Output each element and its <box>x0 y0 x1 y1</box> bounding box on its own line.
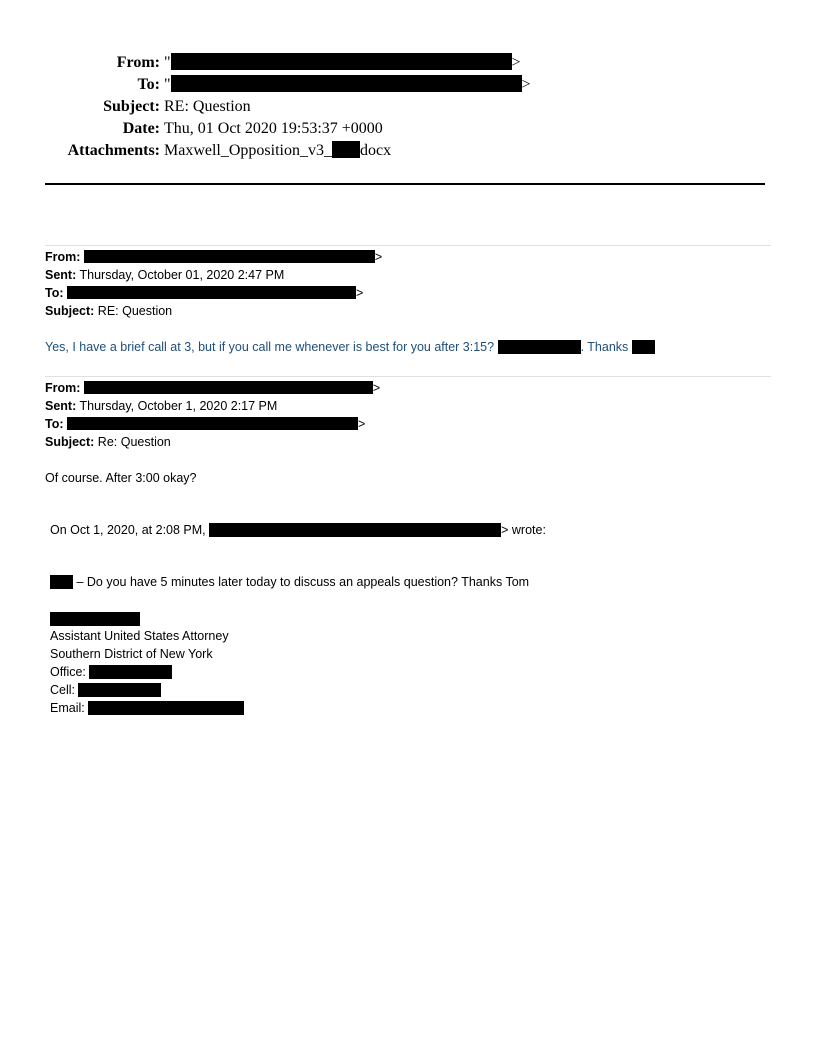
redaction <box>84 250 375 263</box>
email2-to-suffix: > <box>358 417 366 431</box>
quote-intro-wrote: > wrote: <box>501 523 546 537</box>
signature-email-label: Email: <box>50 701 89 715</box>
redaction <box>171 75 522 92</box>
redaction <box>50 575 73 589</box>
header-attachments-label: Attachments: <box>67 142 160 159</box>
signature-cell <box>50 681 161 699</box>
email1-from-label: From: <box>45 250 81 264</box>
quoted-message <box>50 573 529 591</box>
header-date-row <box>0 118 816 140</box>
signature-title: Assistant United States Attorney <box>50 629 229 643</box>
email1-body-thanks: . Thanks <box>580 340 632 354</box>
header-subject-value: RE: Question <box>164 98 251 115</box>
header-subject-row <box>0 96 816 118</box>
email1-to-label: To: <box>45 286 64 300</box>
header-from-row <box>0 52 816 74</box>
email1-sent-label: Sent: <box>45 268 77 282</box>
signature-cell-label: Cell: <box>50 683 79 697</box>
quote-intro-text: On Oct 1, 2020, at 2:08 PM, <box>50 523 210 537</box>
email1-subject-label: Subject: <box>45 304 95 318</box>
header-to-quote: " <box>164 76 171 93</box>
email1-sent-value: Thursday, October 01, 2020 2:47 PM <box>79 268 285 282</box>
header-subject-label: Subject: <box>103 98 160 115</box>
email2-subject-row <box>45 433 380 451</box>
email2-to-row <box>45 415 380 433</box>
quote-intro <box>50 521 546 539</box>
header-attachments-row <box>0 140 816 162</box>
redaction <box>498 340 581 354</box>
email2-headers <box>45 379 380 451</box>
email2-sent-label: Sent: <box>45 399 77 413</box>
redaction <box>332 141 360 158</box>
redaction <box>88 701 244 715</box>
email1-subject-row <box>45 302 382 320</box>
email1-to-row <box>45 284 382 302</box>
email1-from-suffix: > <box>374 250 383 264</box>
email1-body <box>45 338 655 356</box>
email2-sent-value: Thursday, October 1, 2020 2:17 PM <box>79 399 278 413</box>
header-to-label: To: <box>137 76 160 93</box>
signature-office-label: Office: <box>50 665 90 679</box>
email2-from-suffix: > <box>372 381 381 395</box>
message-separator <box>45 376 771 377</box>
header-from-value <box>164 52 521 74</box>
header-from-label: From: <box>116 54 160 71</box>
header-date-label: Date: <box>122 120 160 137</box>
email1-sent-row <box>45 266 382 284</box>
redaction <box>50 612 140 626</box>
email2-sent-row <box>45 397 380 415</box>
redaction <box>89 665 172 679</box>
email1-body-text: Yes, I have a brief call at 3, but if you call me whenever is best for you after 3:15? <box>45 340 498 354</box>
redaction <box>67 417 358 430</box>
header-date-value: Thu, 01 Oct 2020 19:53:37 +0000 <box>164 120 383 137</box>
email1-subject-value: RE: Question <box>97 304 173 318</box>
email2-subject-value: Re: Question <box>97 435 171 449</box>
attachment-name-start: Maxwell_Opposition_v3_ <box>164 142 332 159</box>
redaction <box>84 381 373 394</box>
email1-from-row <box>45 248 382 266</box>
redaction <box>171 53 512 70</box>
message-separator <box>45 245 771 246</box>
signature-district: Southern District of New York <box>50 647 213 661</box>
redaction <box>78 683 161 697</box>
redaction <box>67 286 356 299</box>
email1-to-suffix: > <box>356 286 364 300</box>
attachment-filename[interactable] <box>164 140 391 162</box>
quoted-message-text: – Do you have 5 minutes later today to discuss an appeals question? Thanks Tom <box>73 575 530 589</box>
email2-subject-label: Subject: <box>45 435 95 449</box>
signature-name <box>50 610 140 628</box>
header-divider <box>45 183 765 185</box>
email1-headers <box>45 248 382 320</box>
redaction <box>209 523 501 537</box>
signature-email <box>50 699 244 717</box>
header-from-quote: " <box>164 54 171 71</box>
redaction <box>632 340 655 354</box>
header-to-row <box>0 74 816 96</box>
email2-body: Of course. After 3:00 okay? <box>45 471 197 485</box>
signature-office <box>50 663 172 681</box>
header-to-value <box>164 74 531 96</box>
header-from-suffix: > <box>511 54 521 71</box>
email2-from-row <box>45 379 380 397</box>
email2-to-label: To: <box>45 417 64 431</box>
header-to-suffix: > <box>521 76 531 93</box>
attachment-name-end: docx <box>360 142 392 159</box>
email2-from-label: From: <box>45 381 81 395</box>
